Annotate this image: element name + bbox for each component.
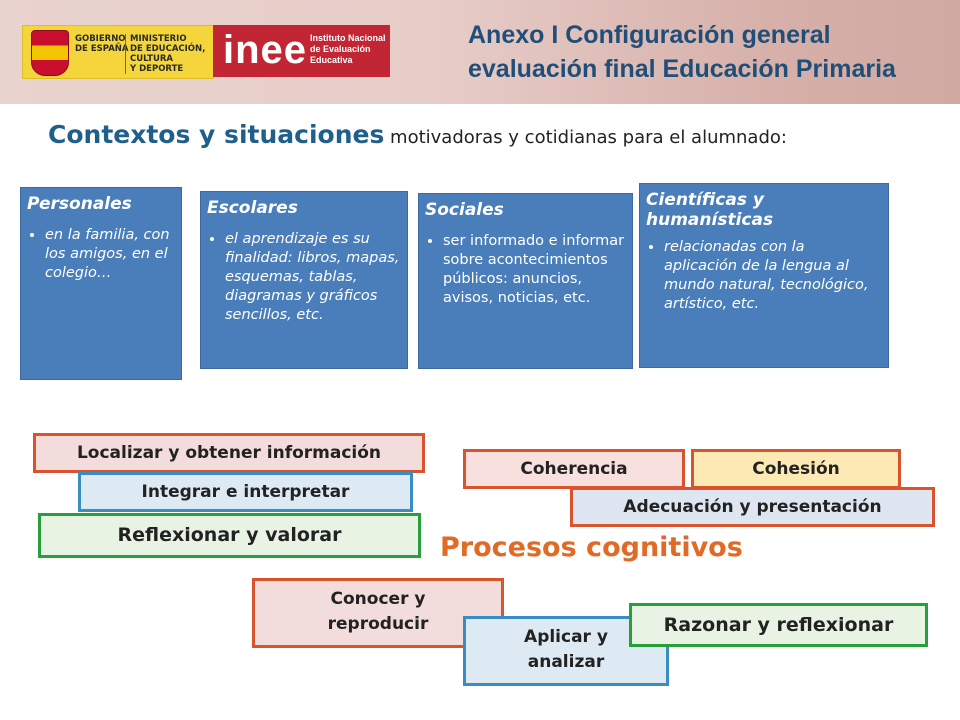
- context-text: • el aprendizaje es su finalidad: libros, mapas, esquemas, tablas, diagramas y gráficos sencillos, etc.: [225, 230, 401, 325]
- context-title: Escolares: [207, 198, 298, 218]
- inee-logo-word: inee: [223, 28, 308, 72]
- process-conocer: Conocer y reproducir: [252, 578, 504, 648]
- context-title: Sociales: [425, 200, 504, 220]
- procesos-cognitivos-label: Procesos cognitivos: [440, 532, 743, 563]
- process-razonar: Razonar y reflexionar: [629, 603, 928, 647]
- subtitle-strong: Contextos y situaciones: [48, 120, 385, 149]
- gobierno-espana-logo: [22, 25, 214, 79]
- process-aplicar: Aplicar y analizar: [463, 616, 669, 686]
- slide-title: Anexo I Configuración general evaluación final Educación Primaria: [468, 21, 896, 83]
- process-integrar: Integrar e interpretar: [78, 472, 413, 512]
- inee-logo: [213, 25, 390, 77]
- context-box-sociales: [418, 193, 633, 369]
- context-text: • relacionadas con la aplicación de la lengua al mundo natural, tecnológico, artístico, etc.: [664, 238, 882, 314]
- process-adecuacion: Adecuación y presentación: [570, 487, 935, 527]
- process-cohesion: Cohesión: [691, 449, 901, 489]
- ministry-logo-text: MINISTERIO DE EDUCACIÓN, CULTURA Y DEPORTE: [125, 34, 218, 74]
- context-text: • en la familia, con los amigos, en el colegio…: [45, 226, 175, 283]
- context-title: Personales: [27, 194, 132, 214]
- process-localizar: Localizar y obtener información: [33, 433, 425, 473]
- inee-logo-subtitle: Instituto Nacional de Evaluación Educativa: [310, 33, 386, 65]
- context-box-personales: [20, 187, 182, 380]
- header-banner: [0, 0, 960, 104]
- section-subtitle: [48, 120, 787, 149]
- context-box-cientificas: [639, 183, 889, 368]
- process-reflexionar: Reflexionar y valorar: [38, 513, 421, 558]
- coat-of-arms-icon: [31, 30, 69, 76]
- context-text: • ser informado e informar sobre acontecimientos públicos: anuncios, avisos, noticias, etc.: [443, 232, 626, 308]
- context-box-escolares: [200, 191, 408, 369]
- process-coherencia: Coherencia: [463, 449, 685, 489]
- gov-logo-text: GOBIERNO DE ESPAÑA: [75, 34, 129, 54]
- subtitle-rest: motivadoras y cotidianas para el alumnado:: [384, 127, 787, 148]
- context-title: Científicas y humanísticas: [646, 190, 774, 230]
